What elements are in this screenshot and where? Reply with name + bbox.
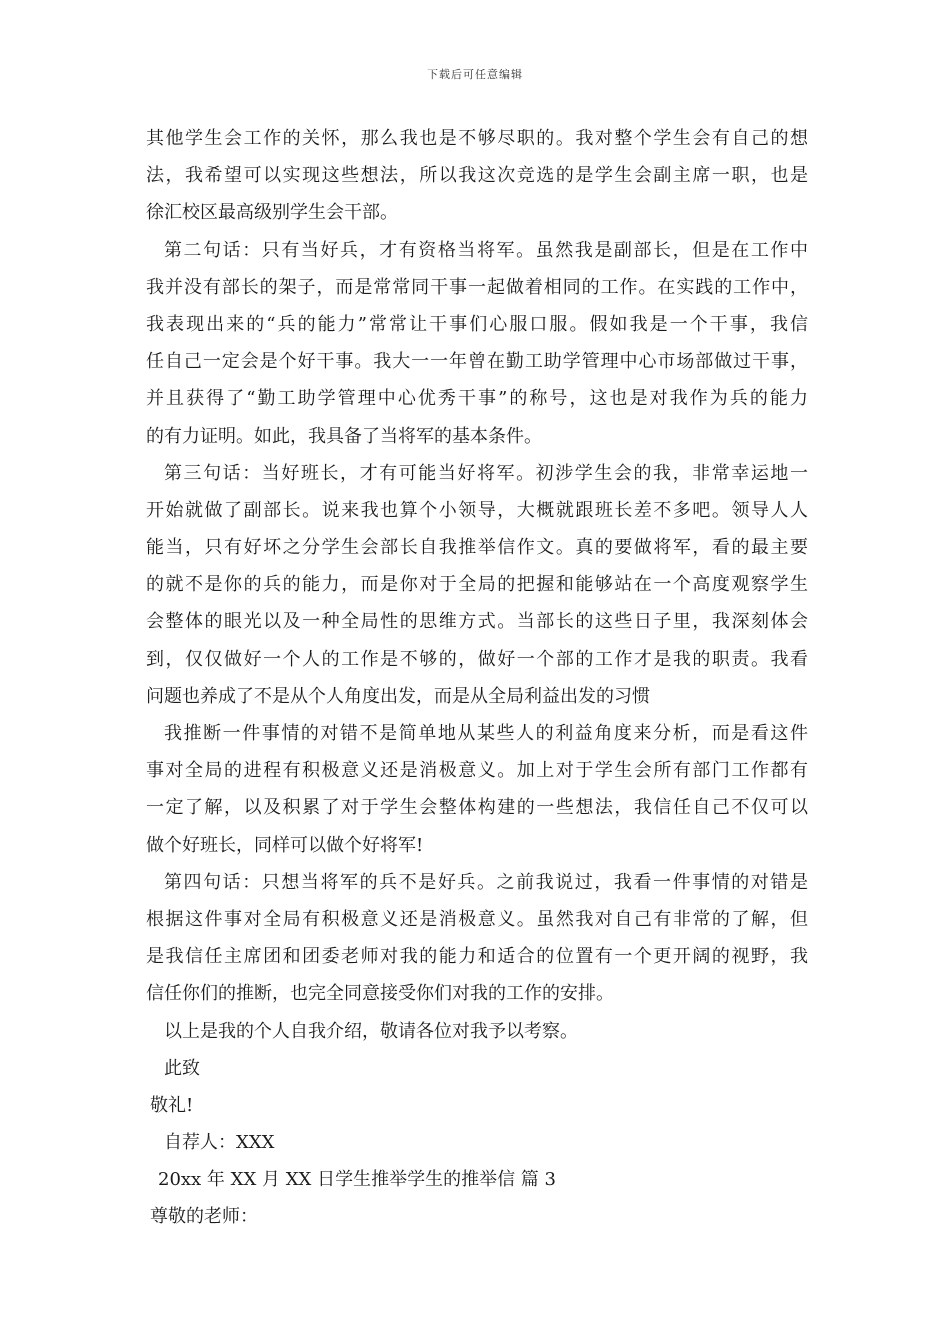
text-line: 信任你们的推断，也完全同意接受你们对我的工作的安排。 (146, 983, 614, 1005)
signature-line: 自荐人：XXX (164, 1132, 275, 1154)
document-body (146, 120, 808, 1236)
text-line: 事对全局的进程有积极意义还是消极意义。加上对于学生会所有部门工作都有 (146, 760, 808, 782)
text-line: 的有力证明。如此，我具备了当将军的基本条件。 (146, 425, 542, 447)
closing-salutation: 此致 (164, 1057, 200, 1079)
text-line: 第二句话：只有当好兵，才有资格当将军。虽然我是副部长，但是在工作中 (164, 239, 808, 261)
text-line: 我并没有部长的架子，而是常常同干事一起做着相同的工作。在实践的工作中， (146, 276, 808, 298)
text-line: 以上是我的个人自我介绍，敬请各位对我予以考察。 (164, 1020, 578, 1042)
text-line: 第四句话：只想当将军的兵不是好兵。之前我说过，我看一件事情的对错是 (164, 871, 808, 893)
page-header-note: 下载后可任意编辑 (427, 68, 523, 81)
text-line: 我表现出来的“兵的能力”常常让干事们心服口服。假如我是一个干事，我信 (146, 313, 808, 335)
text-line: 的就不是你的兵的能力，而是你对于全局的把握和能够站在一个高度观察学生 (146, 574, 808, 596)
greeting-line: 尊敬的老师： (150, 1206, 258, 1228)
text-line: 法，我希望可以实现这些想法，所以我这次竞选的是学生会副主席一职，也是 (146, 165, 808, 187)
text-line: 一定了解，以及积累了对于学生会整体构建的一些想法，我信任自己不仅可以 (146, 797, 808, 819)
text-line: 我推断一件事情的对错不是简单地从某些人的利益角度来分析，而是看这件 (164, 723, 808, 744)
text-line: 任自己一定会是个好干事。我大一一年曾在勤工助学管理中心市场部做过干事， (146, 351, 808, 373)
text-line: 根据这件事对全局有积极意义还是消极意义。虽然我对自己有非常的了解，但 (146, 908, 808, 930)
text-line: 做个好班长，同样可以做个好将军! (146, 834, 424, 856)
text-line: 并且获得了“勤工助学管理中心优秀干事”的称号，这也是对我作为兵的能力 (146, 388, 808, 410)
section-heading: 20xx 年 XX 月 XX 日学生推举学生的推举信 篇 3 (158, 1169, 556, 1191)
text-line: 能当，只有好坏之分学生会部长自我推举信作文。真的要做将军，看的最主要 (146, 537, 808, 559)
text-line: 其他学生会工作的关怀，那么我也是不够尽职的。我对整个学生会有自己的想 (146, 128, 808, 149)
text-line: 第三句话：当好班长，才有可能当好将军。初涉学生会的我，非常幸运地一 (164, 462, 808, 484)
text-line: 问题也养成了不是从个人角度出发，而是从全局利益出发的习惯 (146, 685, 650, 707)
text-line: 到，仅仅做好一个人的工作是不够的，做好一个部的工作才是我的职责。我看 (146, 648, 808, 670)
text-line: 开始就做了副部长。说来我也算个小领导，大概就跟班长差不多吧。领导人人 (146, 499, 808, 521)
text-line: 是我信任主席团和团委老师对我的能力和适合的位置有一个更开阔的视野，我 (146, 946, 808, 968)
text-line: 徐汇校区最高级别学生会干部。 (146, 202, 398, 224)
closing-regards: 敬礼! (150, 1094, 194, 1116)
text-line: 会整体的眼光以及一种全局性的思维方式。当部长的这些日子里，我深刻体会 (146, 611, 808, 633)
